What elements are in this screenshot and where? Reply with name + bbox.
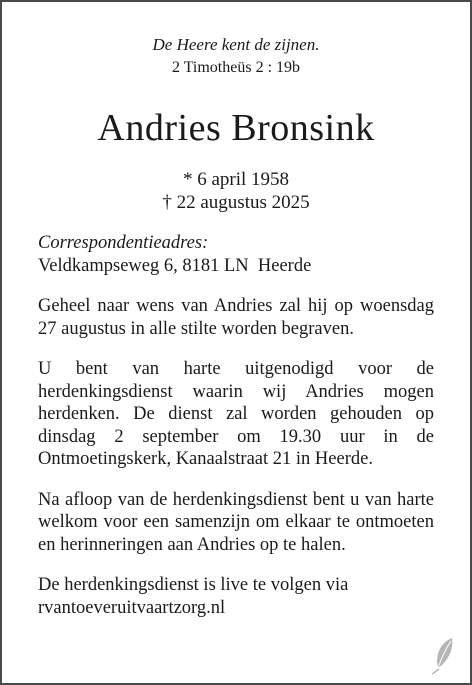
livestream-url[interactable]: rvantoeveruitvaartzorg.nl: [38, 597, 226, 618]
correspondence-address: Veldkampseweg 6, 8181 LN Heerde: [38, 255, 312, 276]
livestream-paragraph: [38, 574, 434, 619]
birth-date: * 6 april 1958: [182, 169, 290, 190]
leaf-icon: [430, 635, 460, 675]
deceased-name: Andries Bronsink: [97, 107, 375, 149]
bible-verse-reference: 2 Timotheüs 2 : 19b: [171, 59, 301, 76]
notice-body: [38, 232, 434, 619]
death-date: † 22 augustus 2025: [162, 192, 310, 213]
service-paragraph: U bent van harte uitgenodigd voor de herdenkingsdienst waarin wij Andries mogen herdenken. De dienst zal worden gehouden op dinsdag 2 september om 19.30 uur in de Ontmoetingskerk, Kanaalstraat 21 in Heerde.: [38, 359, 434, 469]
correspondence-label: Correspondentieadres:: [38, 233, 209, 253]
notice-header: [2, 34, 470, 214]
livestream-text: De herdenkingsdienst is live te volgen via: [38, 575, 349, 595]
gathering-paragraph: Na afloop van de herdenkingsdienst bent u van harte welkom voor een samenzijn om elkaar te ontmoeten en herinneringen aan Andries op te halen.: [38, 489, 434, 555]
burial-paragraph: Geheel naar wens van Andries zal hij op woensdag 27 augustus in alle stilte worden begraven.: [38, 296, 434, 339]
life-dates: [2, 168, 470, 214]
bible-verse: De Heere kent de zijnen.: [152, 35, 320, 54]
